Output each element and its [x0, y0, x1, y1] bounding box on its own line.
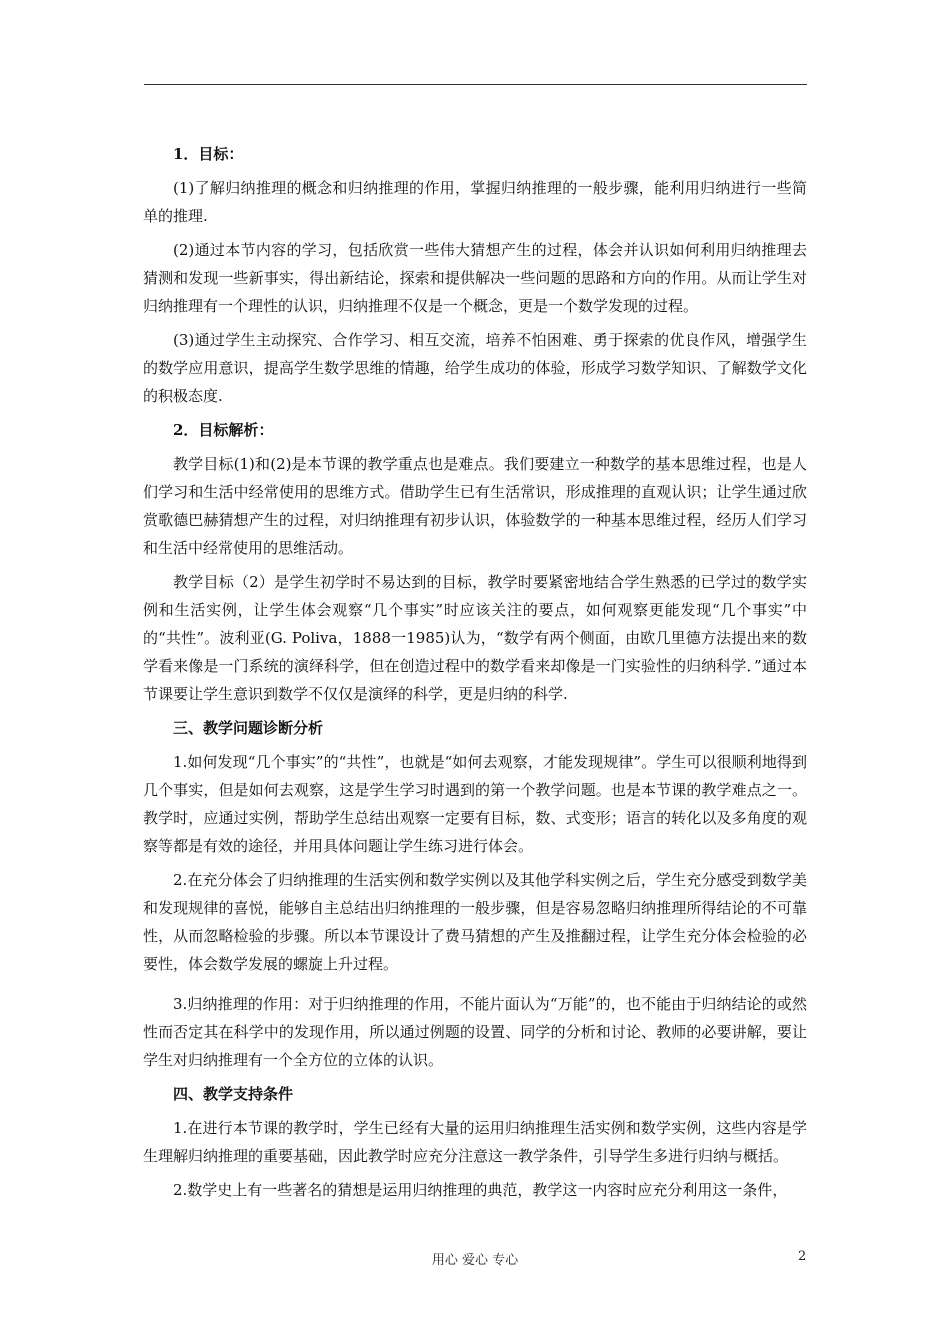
- section-heading-support-conditions: 四、教学支持条件: [173, 1085, 294, 1103]
- footer-motto: 用心 爱心 专心: [431, 1253, 519, 1268]
- paragraph: 2.数学史上有一些著名的猜想是运用归纳推理的典范，教学这一内容时应充分利用这一条件，: [173, 1181, 788, 1199]
- paragraph: 3.归纳推理的作用：对于归纳推理的作用，不能片面认为“万能”的，也不能由于归纳结论的或然性而否定其在科学中的发现作用，所以通过例题的设置、同学的分析和讨论、教师的必要讲解，要让学生对归纳推理有一个全方位的立体的认识。: [143, 995, 807, 1069]
- section-heading-goals: 1．目标：: [173, 145, 244, 163]
- section-heading-problem-diagnosis: 三、教学问题诊断分析: [173, 719, 324, 737]
- paragraph: 2.在充分体会了归纳推理的生活实例和数学实例以及其他学科实例之后，学生充分感受到数学美和发现规律的喜悦，能够自主总结出归纳推理的一般步骤，但是容易忽略归纳推理所得结论的不可靠性，从而忽略检验的步骤。所以本节课设计了费马猜想的产生及推翻过程，让学生充分体会检验的必要性，体会数学发展的螺旋上升过程。: [143, 871, 807, 973]
- page-number: 2: [798, 1249, 807, 1264]
- paragraph: 教学目标（2）是学生初学时不易达到的目标，教学时要紧密地结合学生熟悉的已学过的数学实例和生活实例，让学生体会观察“几个事实”时应该关注的要点，如何观察更能发现“几个事实”中的“共性”。波利亚(G. Poliva，1888一1985)认为，“数学有两个侧面，由欧几里德方法提出来的数学看来像是一门系统的演绎科学，但在创造过程中的数学看来却像是一门实验性的归纳科学．”通过本节课要让学生意识到数学不仅仅是演绎的科学，更是归纳的科学.: [143, 573, 807, 703]
- paragraph: 教学目标(1)和(2)是本节课的教学重点也是难点。我们要建立一种数学的基本思维过程，也是人们学习和生活中经常使用的思维方式。借助学生已有生活常识，形成推理的直观认识；让学生通过欣赏歌德巴赫猜想产生的过程，对归纳推理有初步认识，体验数学的一种基本思维过程，经历人们学习和生活中经常使用的思维活动。: [143, 455, 807, 557]
- header-rule: [144, 84, 807, 85]
- paragraph: (1)了解归纳推理的概念和归纳推理的作用，掌握归纳推理的一般步骤，能利用归纳进行一些简单的推理.: [143, 179, 807, 225]
- paragraph: (2)通过本节内容的学习，包括欣赏一些伟大猜想产生的过程，体会并认识如何利用归纳推理去猜测和发现一些新事实，得出新结论，探索和提供解决一些问题的思路和方向的作用。从而让学生对归纳推理有一个理性的认识，归纳推理不仅是一个概念，更是一个数学发现的过程。: [143, 241, 807, 315]
- body-text: [143, 140, 807, 1210]
- section-heading-goal-analysis: 2．目标解析：: [173, 421, 274, 439]
- paragraph: 1.如何发现“几个事实”的“共性”，也就是“如何去观察，才能发现规律”。学生可以很顺利地得到几个事实，但是如何去观察，这是学生学习时遇到的第一个教学问题。也是本节课的教学难点之一。教学时，应通过实例，帮助学生总结出观察一定要有目标，数、式变形；语言的转化以及多角度的观察等都是有效的途径，并用具体问题让学生练习进行体会。: [143, 753, 807, 855]
- paragraph: (3)通过学生主动探究、合作学习、相互交流，培养不怕困难、勇于探索的优良作风，增强学生的数学应用意识，提高学生数学思维的情趣，给学生成功的体验，形成学习数学知识、了解数学文化的积极态度.: [143, 331, 807, 405]
- paragraph: 1.在进行本节课的教学时，学生已经有大量的运用归纳推理生活实例和数学实例，这些内容是学生理解归纳推理的重要基础，因此教学时应充分注意这一教学条件，引导学生多进行归纳与概括。: [143, 1119, 807, 1165]
